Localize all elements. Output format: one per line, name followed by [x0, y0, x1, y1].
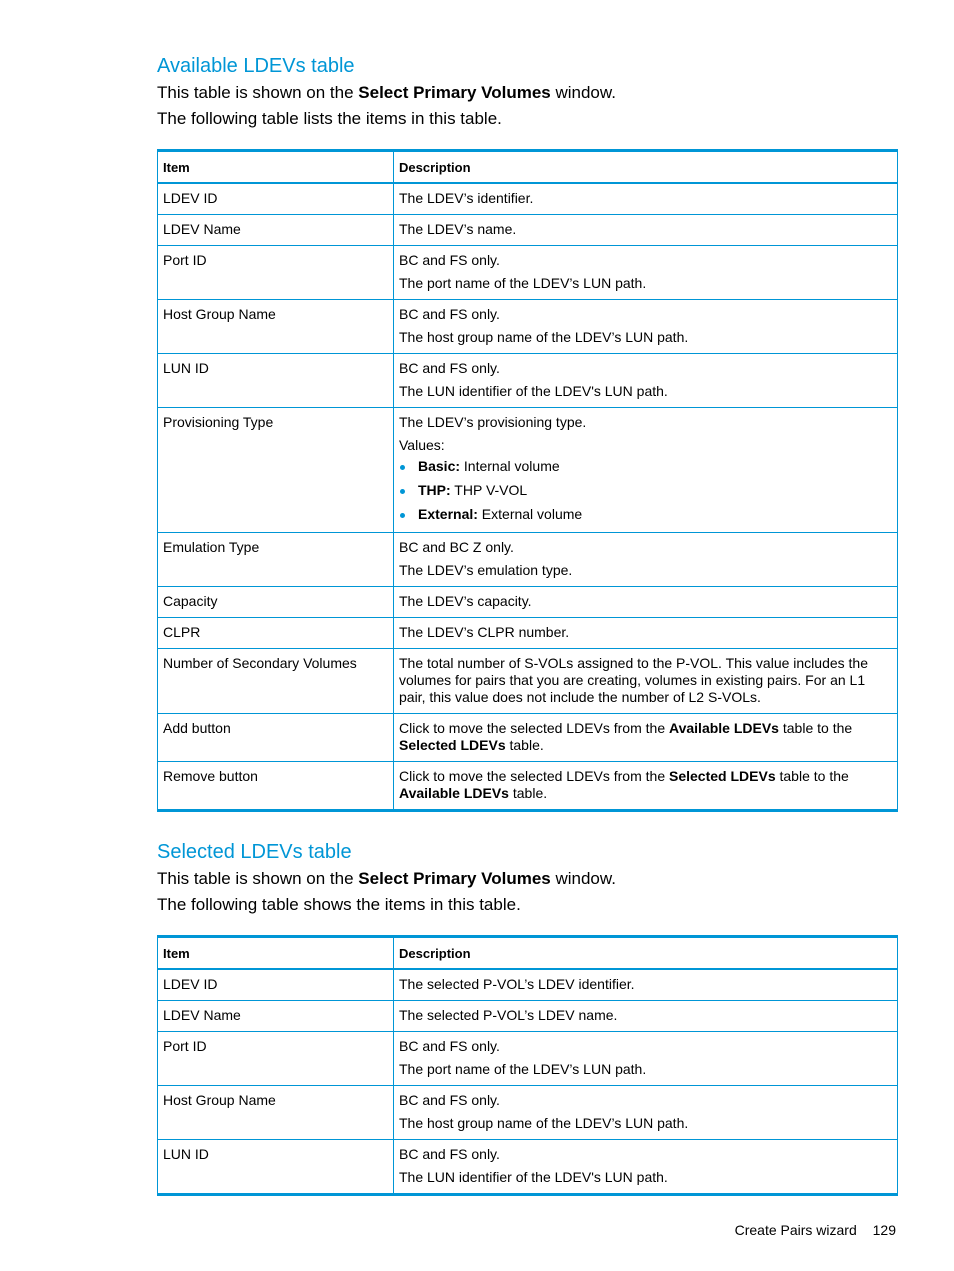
description-text: table.: [505, 737, 544, 753]
description-cell: [394, 618, 898, 649]
item-cell: LDEV ID: [158, 183, 394, 215]
table-row: [158, 762, 898, 811]
item-cell: LDEV ID: [158, 969, 394, 1001]
table-row: [158, 618, 898, 649]
item-cell: LDEV Name: [158, 1001, 394, 1032]
description-line: Values:: [399, 437, 445, 453]
description-line: The selected P-VOL’s LDEV identifier.: [399, 976, 635, 992]
table-row: [158, 714, 898, 762]
item-cell: CLPR: [158, 618, 394, 649]
table-body: [158, 969, 898, 1195]
value-term: External:: [418, 506, 478, 522]
item-cell: LUN ID: [158, 354, 394, 408]
description-line: The LDEV’s CLPR number.: [399, 624, 570, 640]
item-cell: Capacity: [158, 587, 394, 618]
footer-title: Create Pairs wizard: [734, 1222, 857, 1238]
item-cell: Provisioning Type: [158, 408, 394, 533]
bullet-icon: [400, 489, 405, 494]
table-row: [158, 246, 898, 300]
page-number: 129: [872, 1222, 896, 1238]
table-header-row: [158, 151, 898, 184]
description-cell: [394, 246, 898, 300]
description-cell: [394, 1086, 898, 1140]
column-header-description: Description: [394, 937, 898, 970]
description-cell: [394, 587, 898, 618]
description-text: Click to move the selected LDEVs from the: [399, 720, 669, 736]
description-line: The total number of S-VOLs assigned to the P-VOL. This value includes the volumes for pairs that you are creating, volumes in existing pairs. For an L1 pair, this value does not include the number of L2 S-VOLs.: [399, 655, 868, 705]
intro-paragraph: This table is shown on the Select Primary Volumes window.: [157, 83, 616, 102]
table-name: Selected LDEVs: [669, 768, 776, 784]
description-cell: [394, 762, 898, 811]
description-cell: [394, 714, 898, 762]
value-list: [399, 458, 892, 523]
table-row: [158, 215, 898, 246]
value-list-item: [399, 482, 892, 499]
description-line: The port name of the LDEV’s LUN path.: [399, 1061, 647, 1077]
available-ldevs-table: [157, 149, 898, 812]
description-line: The LDEV’s identifier.: [399, 190, 534, 206]
description-line: BC and FS only.: [399, 1146, 500, 1162]
description-cell: [394, 1001, 898, 1032]
description-line: BC and FS only.: [399, 1038, 500, 1054]
window-name: Select Primary Volumes: [358, 83, 551, 102]
table-name: Available LDEVs: [399, 785, 509, 801]
description-cell: [394, 408, 898, 533]
page-footer: [723, 1222, 896, 1238]
table-row: [158, 1086, 898, 1140]
description-line: BC and FS only.: [399, 252, 500, 268]
description-cell: [394, 183, 898, 215]
value-text: THP V-VOL: [450, 482, 528, 498]
bullet-icon: [400, 513, 405, 518]
description-text: table to the: [778, 720, 853, 736]
table-row: [158, 533, 898, 587]
description-text: table.: [508, 785, 548, 801]
table-row: [158, 354, 898, 408]
value-text: Internal volume: [460, 458, 560, 474]
section-heading: Selected LDEVs table: [157, 841, 352, 863]
intro-paragraph: This table is shown on the Select Primary Volumes window.: [157, 869, 616, 888]
table-body: [158, 183, 898, 811]
description-line: The LDEV’s name.: [399, 221, 517, 237]
description-line: The LUN identifier of the LDEV's LUN path.: [399, 1169, 668, 1185]
description-cell: [394, 1032, 898, 1086]
item-cell: Host Group Name: [158, 300, 394, 354]
description-line: BC and BC Z only.: [399, 539, 514, 555]
description-text: table to the: [775, 768, 849, 784]
description-line: The selected P-VOL’s LDEV name.: [399, 1007, 618, 1023]
table-row: [158, 1032, 898, 1086]
description-line: The host group name of the LDEV’s LUN path.: [399, 329, 689, 345]
description-line: The LUN identifier of the LDEV's LUN path.: [399, 383, 668, 399]
selected-ldevs-table: [157, 935, 898, 1196]
description-line: The port name of the LDEV’s LUN path.: [399, 275, 647, 291]
description-line: The LDEV’s provisioning type.: [399, 414, 587, 430]
column-header-description: Description: [394, 151, 898, 184]
table-row: [158, 1001, 898, 1032]
item-cell: Number of Secondary Volumes: [158, 649, 394, 714]
table-row: [158, 183, 898, 215]
table-row: [158, 587, 898, 618]
value-term: Basic:: [418, 458, 461, 474]
description-cell: [394, 649, 898, 714]
available-ldevs-section: [157, 54, 897, 812]
item-cell: LUN ID: [158, 1140, 394, 1195]
value-text: External volume: [477, 506, 583, 522]
table-row: [158, 408, 898, 533]
table-row: [158, 1140, 898, 1195]
description-cell: [394, 300, 898, 354]
description-cell: [394, 533, 898, 587]
item-cell: Remove button: [158, 762, 394, 811]
table-row: [158, 969, 898, 1001]
table-header-row: [158, 937, 898, 970]
table-row: [158, 300, 898, 354]
description-line: The LDEV’s emulation type.: [399, 562, 573, 578]
value-term: THP:: [418, 482, 451, 498]
description-line: The host group name of the LDEV’s LUN path.: [399, 1115, 689, 1131]
item-cell: Host Group Name: [158, 1086, 394, 1140]
column-header-item: Item: [158, 937, 394, 970]
selected-ldevs-section: [157, 840, 897, 1196]
description-line: BC and FS only.: [399, 360, 500, 376]
value-list-item: [399, 506, 892, 523]
section-heading: Available LDEVs table: [157, 55, 355, 77]
description-cell: [394, 1140, 898, 1195]
description-cell: [394, 215, 898, 246]
table-name: Available LDEVs: [669, 720, 779, 736]
table-name: Selected LDEVs: [399, 737, 506, 753]
item-cell: Port ID: [158, 1032, 394, 1086]
window-name: Select Primary Volumes: [358, 869, 551, 888]
description-text: Click to move the selected LDEVs from the: [399, 768, 669, 784]
description-line: BC and FS only.: [399, 1092, 500, 1108]
column-header-item: Item: [158, 151, 394, 184]
description-cell: [394, 969, 898, 1001]
item-cell: LDEV Name: [158, 215, 394, 246]
description-line: The LDEV’s capacity.: [399, 593, 532, 609]
item-cell: Port ID: [158, 246, 394, 300]
description-line: BC and FS only.: [399, 306, 500, 322]
table-row: [158, 649, 898, 714]
item-cell: Add button: [158, 714, 394, 762]
intro-paragraph-2: The following table shows the items in this table.: [157, 895, 521, 914]
intro-paragraph-2: The following table lists the items in this table.: [157, 109, 502, 128]
description-cell: [394, 354, 898, 408]
value-list-item: [399, 458, 892, 475]
item-cell: Emulation Type: [158, 533, 394, 587]
bullet-icon: [400, 465, 405, 470]
